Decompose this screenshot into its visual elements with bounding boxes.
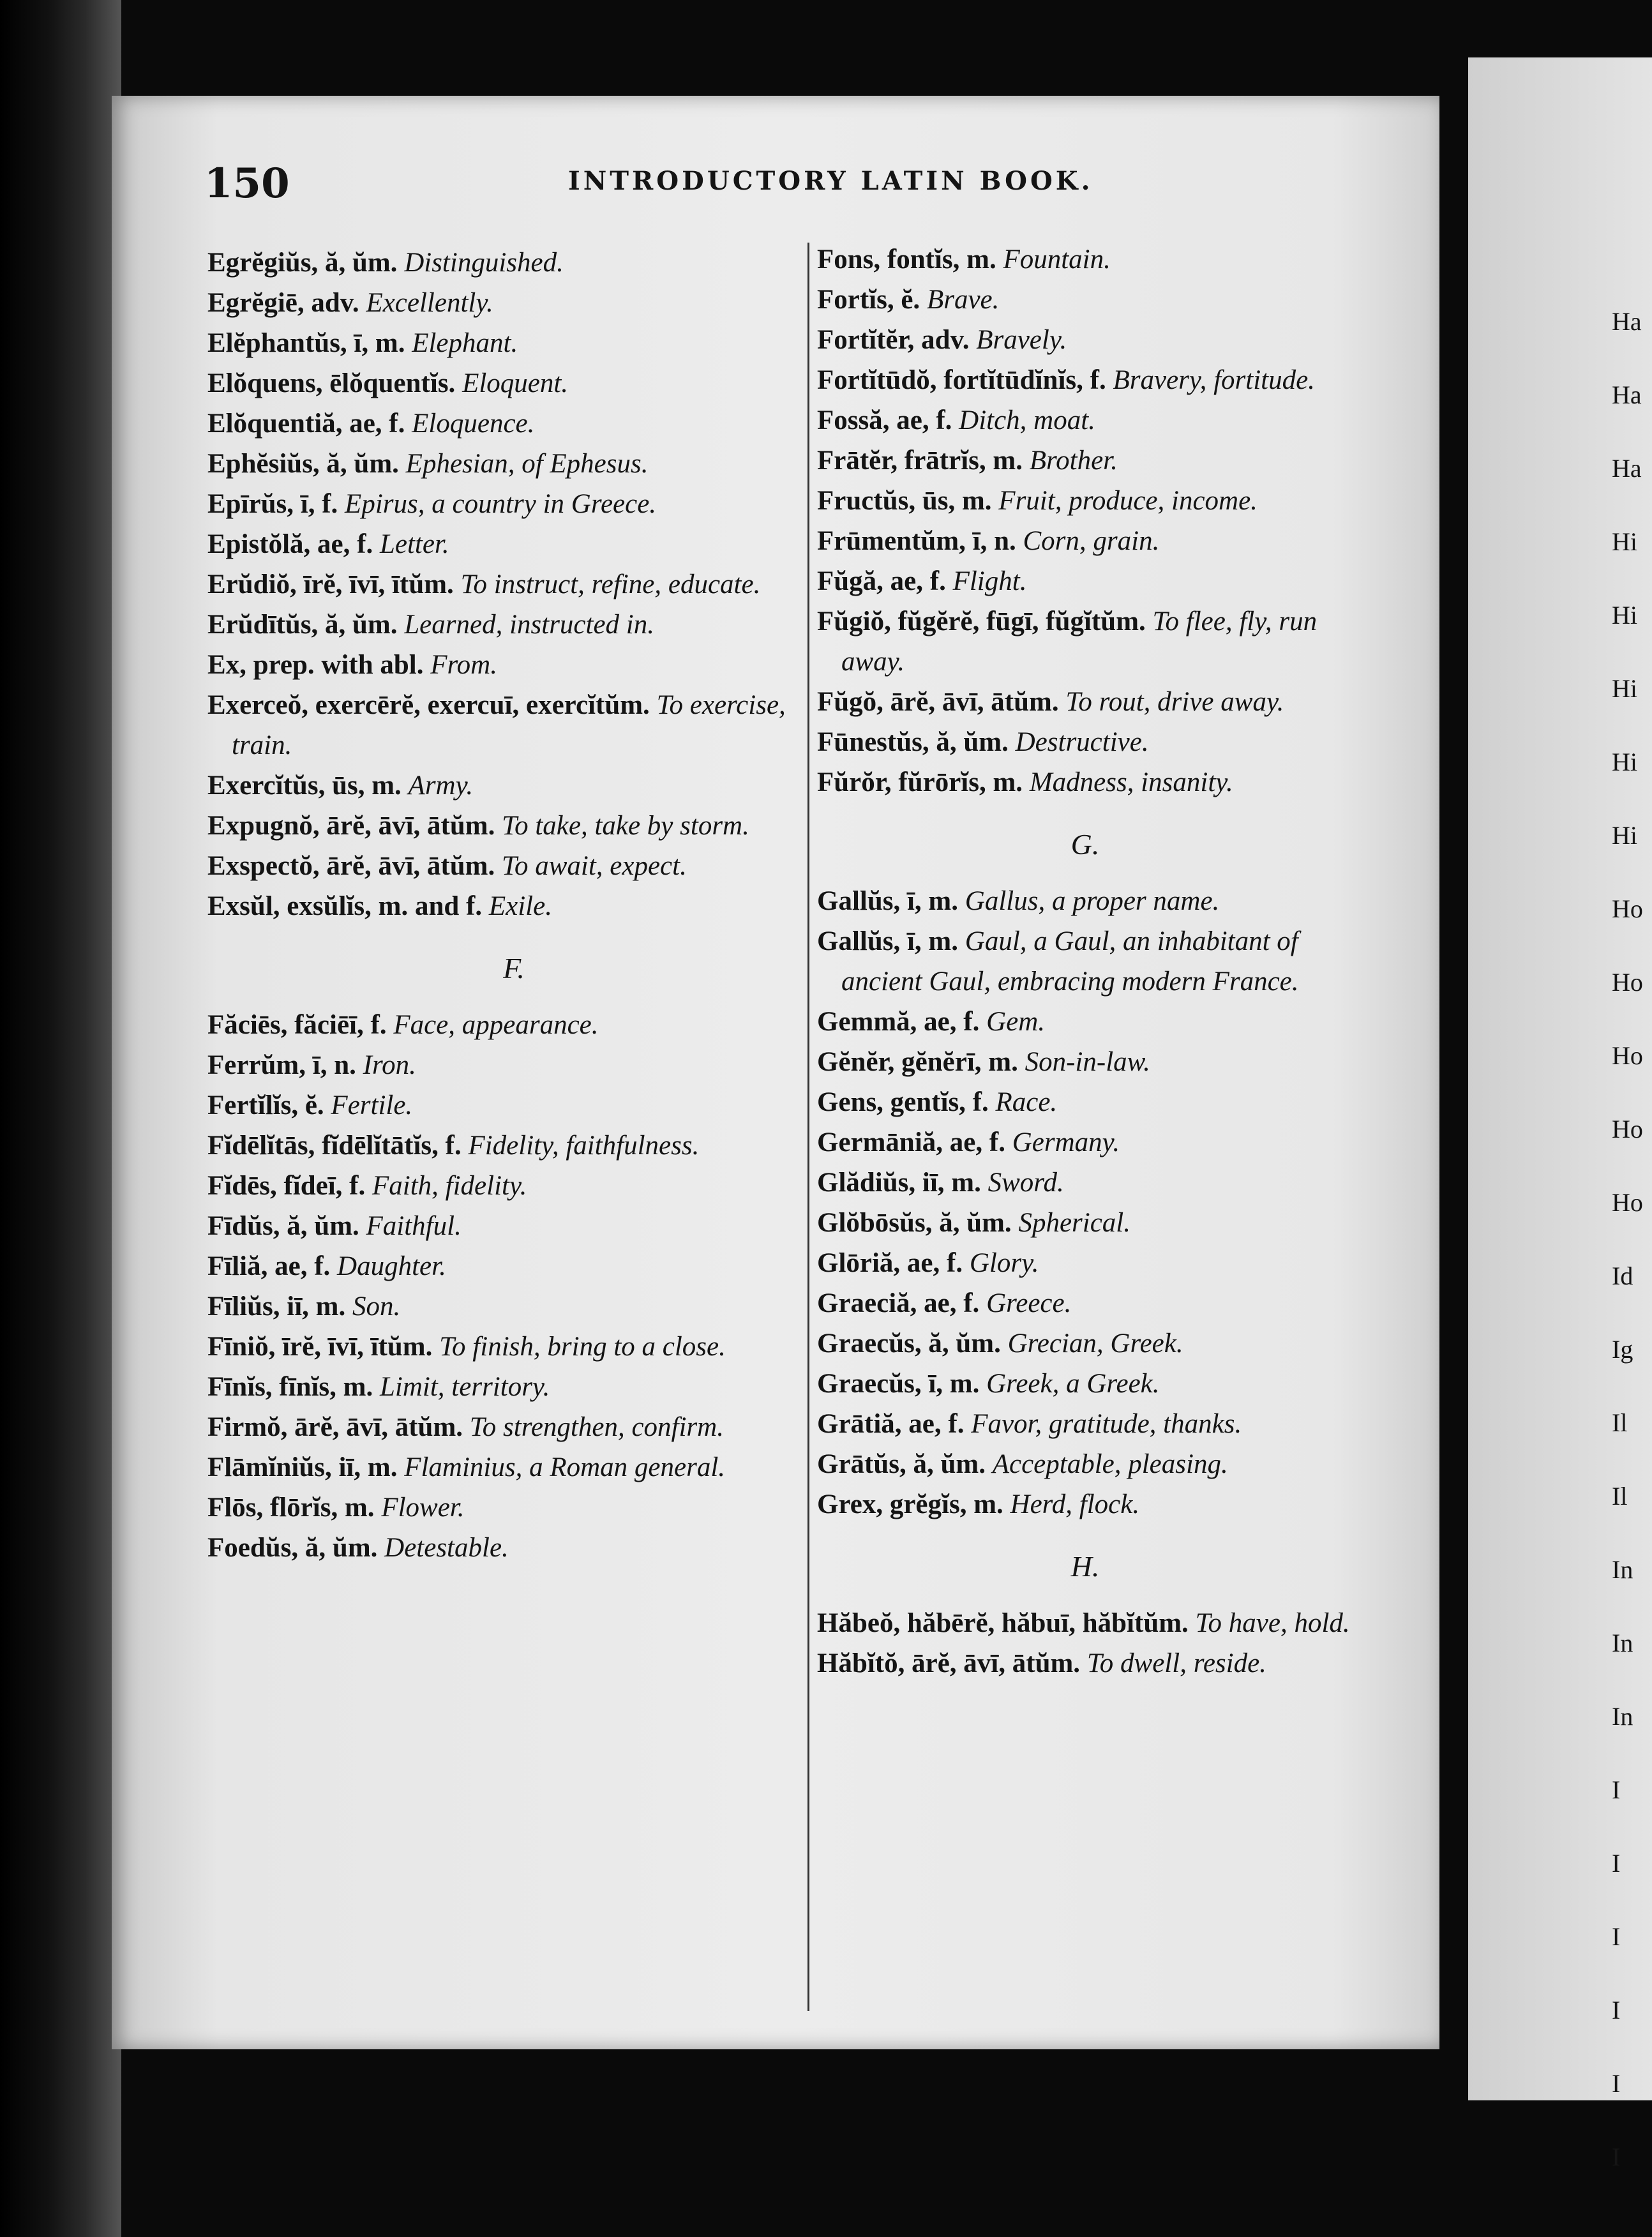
entry-gloss: Gaul, a Gaul, an inhabitant of ancient Gaul, embracing modern France. xyxy=(841,926,1299,997)
entry-headword: Glŏbōsŭs, ă, ŭm. xyxy=(817,1208,1012,1238)
entry-headword: Fŭgŏ, ārĕ, āvī, ātŭm. xyxy=(817,687,1059,717)
section-letter: F. xyxy=(503,952,525,984)
dictionary-entry xyxy=(817,722,1353,762)
dictionary-entry xyxy=(207,1407,820,1447)
dictionary-entry xyxy=(207,685,820,765)
dictionary-entry xyxy=(817,1283,1353,1323)
entry-headword: Glōriă, ae, f. xyxy=(817,1248,963,1278)
entry-headword: Gemmă, ae, f. xyxy=(817,1007,980,1037)
dictionary-entry xyxy=(817,1603,1353,1643)
entry-gloss: To finish, bring to a close. xyxy=(439,1332,726,1362)
entry-gloss: Exile. xyxy=(488,891,552,921)
entry-headword: Fortĭs, ĕ. xyxy=(817,285,920,315)
dictionary-entry xyxy=(817,921,1353,1002)
facing-page-fragment: In xyxy=(1612,1702,1633,1731)
entry-headword: Fŭgiŏ, fŭgĕrĕ, fūgī, fŭgĭtŭm. xyxy=(817,606,1146,636)
column-divider xyxy=(807,243,809,2011)
entry-gloss: Fruit, produce, income. xyxy=(998,486,1258,516)
facing-page-fragment: Il xyxy=(1612,1482,1628,1510)
entry-headword: Germāniă, ae, f. xyxy=(817,1127,1005,1157)
dictionary-entry xyxy=(207,524,820,564)
entry-gloss: To take, take by storm. xyxy=(502,811,749,841)
entry-headword: Firmŏ, ārĕ, āvī, ātŭm. xyxy=(207,1412,463,1442)
entry-gloss: Faithful. xyxy=(366,1211,462,1241)
dictionary-entry xyxy=(817,881,1353,921)
entry-gloss: Flight. xyxy=(952,566,1027,596)
entry-headword: Elŏquens, ēlŏquentĭs. xyxy=(207,368,456,398)
dictionary-entry xyxy=(207,1327,820,1367)
entry-gloss: Face, appearance. xyxy=(393,1010,599,1040)
entry-gloss: To instruct, refine, educate. xyxy=(460,569,761,599)
entry-headword: Hăbeŏ, hăbērĕ, hăbuī, hăbĭtŭm. xyxy=(817,1608,1189,1638)
entry-headword: Ex, prep. with abl. xyxy=(207,650,424,680)
entry-headword: Exerceŏ, exercērĕ, exercuī, exercĭtŭm. xyxy=(207,690,650,720)
entry-headword: Fĭdēs, fĭdeī, f. xyxy=(207,1171,366,1201)
dictionary-entry xyxy=(817,1082,1353,1122)
entry-gloss: Greece. xyxy=(986,1288,1072,1318)
section-letter: G. xyxy=(1070,828,1100,861)
entry-headword: Fons, fontĭs, m. xyxy=(817,245,996,275)
dictionary-entry xyxy=(207,645,820,685)
dictionary-entry xyxy=(817,521,1353,561)
entry-gloss: Fidelity, faithfulness. xyxy=(468,1131,700,1161)
entry-headword: Flōs, flōrĭs, m. xyxy=(207,1493,375,1523)
entry-gloss: Brother. xyxy=(1029,446,1118,476)
entry-gloss: Bravery, fortitude. xyxy=(1113,365,1315,395)
facing-page-fragment: Ho xyxy=(1612,968,1643,997)
facing-page-fragment: Hi xyxy=(1612,601,1637,629)
dictionary-entry xyxy=(207,1166,820,1206)
dictionary-entry xyxy=(207,444,820,484)
dictionary-entry xyxy=(817,400,1353,441)
entry-gloss: Sword. xyxy=(987,1168,1064,1198)
entry-gloss: Son-in-law. xyxy=(1025,1047,1150,1077)
entry-gloss: Germany. xyxy=(1012,1127,1120,1157)
dictionary-entry xyxy=(817,1323,1353,1364)
entry-headword: Graecŭs, ă, ŭm. xyxy=(817,1329,1001,1359)
entry-headword: Hăbĭtŏ, ārĕ, āvī, ātŭm. xyxy=(817,1648,1081,1678)
dictionary-entry xyxy=(207,1367,820,1407)
dictionary-entry xyxy=(817,481,1353,521)
entry-gloss: Faith, fidelity. xyxy=(372,1171,527,1201)
dictionary-entry xyxy=(207,1085,820,1126)
entry-headword: Gallŭs, ī, m. xyxy=(817,886,959,916)
entry-gloss: Flaminius, a Roman general. xyxy=(404,1452,726,1482)
entry-headword: Gallŭs, ī, m. xyxy=(817,926,959,956)
entry-headword: Fertĭlĭs, ĕ. xyxy=(207,1090,324,1120)
dictionary-entry xyxy=(207,1045,820,1085)
entry-gloss: Grecian, Greek. xyxy=(1007,1329,1183,1359)
dictionary-entry xyxy=(207,363,820,403)
dictionary-entry xyxy=(207,806,820,846)
dictionary-entry xyxy=(817,1404,1353,1444)
dictionary-entry xyxy=(207,1005,820,1045)
entry-headword: Grex, grĕgĭs, m. xyxy=(817,1489,1003,1519)
dictionary-entry xyxy=(817,1122,1353,1163)
facing-page-fragment: In xyxy=(1612,1629,1633,1657)
entry-gloss: Fertile. xyxy=(331,1090,413,1120)
entry-headword: Fūnestŭs, ă, ŭm. xyxy=(817,727,1009,757)
facing-page-fragment: I xyxy=(1612,1849,1621,1878)
entry-headword: Fŭgă, ae, f. xyxy=(817,566,946,596)
dictionary-entry xyxy=(817,601,1353,682)
dictionary-entry xyxy=(817,1203,1353,1243)
entry-headword: Fīdŭs, ă, ŭm. xyxy=(207,1211,359,1241)
dictionary-entry xyxy=(207,1126,820,1166)
entry-headword: Făciēs, făciēī, f. xyxy=(207,1010,387,1040)
entry-gloss: Learned, instructed in. xyxy=(404,610,654,640)
facing-page-fragment: Hi xyxy=(1612,527,1637,556)
entry-gloss: Greek, a Greek. xyxy=(986,1369,1160,1399)
entry-headword: Fīliă, ae, f. xyxy=(207,1251,331,1281)
entry-headword: Elŏquentiă, ae, f. xyxy=(207,409,405,439)
entry-gloss: To flee, fly, run away. xyxy=(841,606,1318,677)
entry-headword: Graeciă, ae, f. xyxy=(817,1288,980,1318)
entry-headword: Erŭdītŭs, ă, ŭm. xyxy=(207,610,398,640)
facing-page-fragment: Ha xyxy=(1612,380,1642,409)
dictionary-entry xyxy=(817,682,1353,722)
entry-gloss: Herd, flock. xyxy=(1010,1489,1140,1519)
entry-gloss: Brave. xyxy=(926,285,1000,315)
entry-gloss: Bravely. xyxy=(976,325,1067,355)
facing-page-fragment: Ig xyxy=(1612,1335,1633,1364)
dictionary-entry xyxy=(817,1643,1353,1683)
dictionary-entry xyxy=(817,441,1353,481)
facing-page-fragment: Ho xyxy=(1612,1188,1643,1217)
section-letter: H. xyxy=(1070,1550,1100,1583)
facing-page-fragment: Il xyxy=(1612,1408,1628,1437)
facing-page-fragment: I xyxy=(1612,2069,1621,2098)
dictionary-entry xyxy=(207,1286,820,1327)
entry-gloss: Fountain. xyxy=(1003,245,1111,275)
dictionary-entry xyxy=(207,403,820,444)
entry-gloss: Eloquence. xyxy=(412,409,535,439)
dictionary-entry xyxy=(817,360,1353,400)
facing-page-fragment: Hi xyxy=(1612,674,1637,703)
entry-headword: Fīniŏ, īrĕ, īvī, ītŭm. xyxy=(207,1332,433,1362)
entry-headword: Epīrŭs, ī, f. xyxy=(207,489,338,519)
facing-page-fragment: I xyxy=(1612,1996,1621,2024)
entry-headword: Glădiŭs, iī, m. xyxy=(817,1168,981,1198)
dictionary-entry xyxy=(207,1206,820,1246)
facing-page-fragment: Id xyxy=(1612,1262,1633,1290)
entry-gloss: Iron. xyxy=(363,1050,416,1080)
right-column xyxy=(817,239,1353,1683)
dictionary-entry xyxy=(817,1364,1353,1404)
entry-headword: Fīnĭs, fīnĭs, m. xyxy=(207,1372,373,1402)
entry-gloss: Army. xyxy=(408,771,474,801)
entry-headword: Exercĭtŭs, ūs, m. xyxy=(207,771,402,801)
dictionary-entry xyxy=(817,1243,1353,1283)
entry-headword: Egrĕgiŭs, ă, ŭm. xyxy=(207,248,398,278)
entry-gloss: Race. xyxy=(995,1087,1058,1117)
entry-gloss: From. xyxy=(430,650,497,680)
dictionary-entry xyxy=(207,605,820,645)
entry-headword: Fortĭtūdŏ, fortĭtūdĭnĭs, f. xyxy=(817,365,1106,395)
dictionary-entry xyxy=(207,846,820,886)
entry-gloss: Excellently. xyxy=(366,288,493,318)
facing-page xyxy=(1468,57,1652,2100)
dictionary-entry xyxy=(207,765,820,806)
entry-gloss: To exercise, train. xyxy=(232,690,786,760)
dictionary-entry xyxy=(207,564,820,605)
entry-gloss: Letter. xyxy=(379,529,449,559)
entry-headword: Fortĭtĕr, adv. xyxy=(817,325,970,355)
entry-gloss: Gallus, a proper name. xyxy=(965,886,1220,916)
dictionary-entry xyxy=(817,1042,1353,1082)
dictionary-entry xyxy=(817,561,1353,601)
entry-headword: Graecŭs, ī, m. xyxy=(817,1369,980,1399)
entry-headword: Ephĕsiŭs, ă, ŭm. xyxy=(207,449,399,479)
dictionary-entry xyxy=(207,484,820,524)
dictionary-entry xyxy=(817,1484,1353,1525)
entry-headword: Foedŭs, ă, ŭm. xyxy=(207,1533,378,1563)
facing-page-fragment: In xyxy=(1612,1555,1633,1584)
facing-page-fragment: I xyxy=(1612,1775,1621,1804)
book-binding-edge xyxy=(0,0,121,2237)
entry-headword: Grātŭs, ă, ŭm. xyxy=(817,1449,986,1479)
left-column xyxy=(207,243,820,1568)
page-header xyxy=(204,160,1289,236)
entry-headword: Fīliŭs, iī, m. xyxy=(207,1292,346,1322)
entry-gloss: Flower. xyxy=(381,1493,465,1523)
entry-gloss: Limit, territory. xyxy=(380,1372,550,1402)
entry-headword: Expugnŏ, ārĕ, āvī, ātŭm. xyxy=(207,811,495,841)
entry-gloss: Distinguished. xyxy=(404,248,564,278)
entry-gloss: Elephant. xyxy=(412,328,518,358)
entry-gloss: Destructive. xyxy=(1015,727,1149,757)
entry-headword: Flāmĭniŭs, iī, m. xyxy=(207,1452,398,1482)
dictionary-entry xyxy=(207,323,820,363)
entry-gloss: Glory. xyxy=(969,1248,1039,1278)
facing-page-fragment: Ho xyxy=(1612,1115,1643,1143)
entry-headword: Fĭdēlĭtās, fĭdēlĭtātĭs, f. xyxy=(207,1131,462,1161)
dictionary-entry xyxy=(817,280,1353,320)
running-head: INTRODUCTORY LATIN BOOK. xyxy=(568,166,1093,196)
dictionary-entry xyxy=(207,1488,820,1528)
entry-gloss: Favor, gratitude, thanks. xyxy=(971,1409,1242,1439)
entry-headword: Grātiă, ae, f. xyxy=(817,1409,965,1439)
entry-gloss: Detestable. xyxy=(384,1533,509,1563)
facing-page-fragment: Hi xyxy=(1612,821,1637,850)
entry-gloss: Daughter. xyxy=(337,1251,446,1281)
entry-headword: Fructŭs, ūs, m. xyxy=(817,486,992,516)
entry-headword: Egrĕgiē, adv. xyxy=(207,288,359,318)
facing-page-fragment: Ha xyxy=(1612,454,1642,483)
dictionary-entry xyxy=(817,320,1353,360)
dictionary-entry xyxy=(207,1528,820,1568)
facing-page-fragment: I xyxy=(1612,2143,1621,2171)
dictionary-entry xyxy=(207,243,820,283)
entry-headword: Fŭrŏr, fŭrōrĭs, m. xyxy=(817,767,1023,797)
entry-gloss: To strengthen, confirm. xyxy=(469,1412,724,1442)
entry-gloss: Eloquent. xyxy=(462,368,569,398)
entry-headword: Elĕphantŭs, ī, m. xyxy=(207,328,405,358)
page-number: 150 xyxy=(204,160,290,207)
entry-gloss: To dwell, reside. xyxy=(1086,1648,1266,1678)
facing-page-fragment: I xyxy=(1612,1922,1621,1951)
entry-headword: Exspectŏ, ārĕ, āvī, ātŭm. xyxy=(207,851,495,881)
entry-gloss: Ditch, moat. xyxy=(959,405,1095,435)
entry-gloss: Spherical. xyxy=(1018,1208,1130,1238)
facing-page-fragment: Ho xyxy=(1612,1041,1643,1070)
entry-gloss: To rout, drive away. xyxy=(1065,687,1284,717)
entry-gloss: To await, expect. xyxy=(502,851,687,881)
dictionary-entry xyxy=(817,1163,1353,1203)
entry-headword: Fossă, ae, f. xyxy=(817,405,952,435)
entry-gloss: Son. xyxy=(352,1292,401,1322)
entry-headword: Epistŏlă, ae, f. xyxy=(207,529,373,559)
entry-headword: Ferrŭm, ī, n. xyxy=(207,1050,356,1080)
dictionary-entry xyxy=(207,886,820,926)
entry-gloss: To have, hold. xyxy=(1195,1608,1350,1638)
entry-gloss: Acceptable, pleasing. xyxy=(992,1449,1228,1479)
facing-page-fragment: Ho xyxy=(1612,894,1643,923)
dictionary-entry xyxy=(207,1246,820,1286)
entry-gloss: Ephesian, of Ephesus. xyxy=(405,449,649,479)
dictionary-entry xyxy=(817,1444,1353,1484)
entry-headword: Gĕnĕr, gĕnĕrī, m. xyxy=(817,1047,1018,1077)
entry-gloss: Epirus, a country in Greece. xyxy=(345,489,657,519)
entry-headword: Gens, gentĭs, f. xyxy=(817,1087,989,1117)
dictionary-entry xyxy=(817,762,1353,802)
dictionary-entry xyxy=(817,239,1353,280)
entry-headword: Frūmentŭm, ī, n. xyxy=(817,526,1016,556)
entry-headword: Erŭdiŏ, īrĕ, īvī, ītŭm. xyxy=(207,569,454,599)
entry-gloss: Madness, insanity. xyxy=(1029,767,1233,797)
dictionary-entry xyxy=(207,283,820,323)
facing-page-fragment: Ha xyxy=(1612,307,1642,336)
dictionary-entry xyxy=(207,1447,820,1488)
dictionary-entry xyxy=(817,1002,1353,1042)
entry-headword: Frātĕr, frātrĭs, m. xyxy=(817,446,1023,476)
facing-page-fragment: Hi xyxy=(1612,748,1637,776)
entry-headword: Exsŭl, exsŭlĭs, m. and f. xyxy=(207,891,483,921)
entry-gloss: Corn, grain. xyxy=(1023,526,1160,556)
entry-gloss: Gem. xyxy=(986,1007,1046,1037)
